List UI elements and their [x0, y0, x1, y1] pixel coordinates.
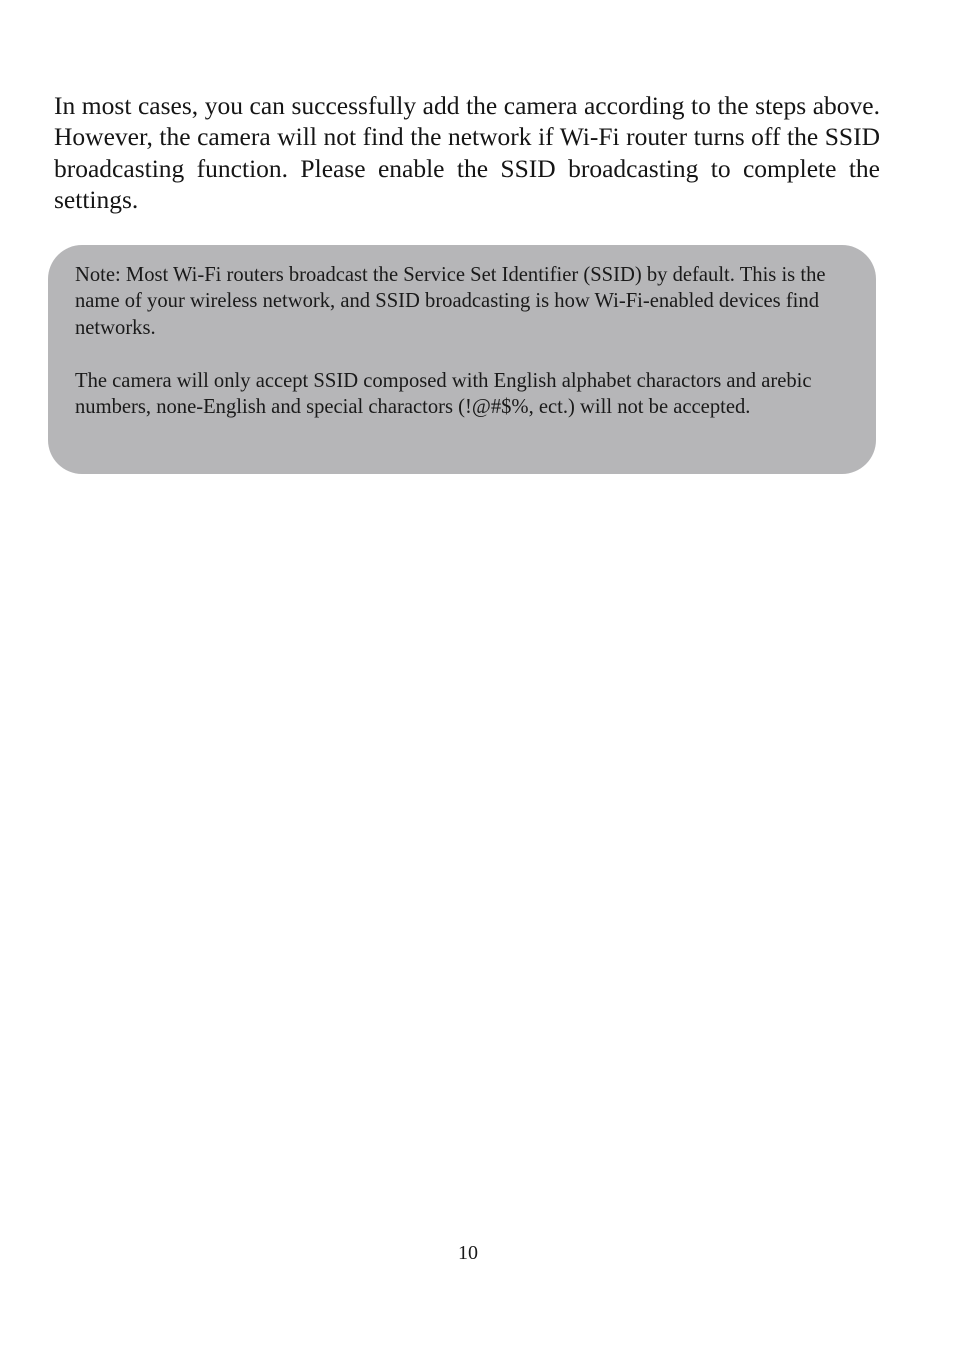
note-box — [48, 245, 876, 474]
note-paragraph-ssid-default: Note: Most Wi-Fi routers broadcast the Service Set Identifier (SSID) by default. This is the name of your wireless network, and SSID broadcasting is how Wi-Fi-enabled devices find networks. — [75, 264, 826, 339]
page-number: 10 — [458, 1242, 478, 1264]
note-paragraph-ssid-characters: The camera will only accept SSID composed with English alphabet charactors and arebic numbers, none-English and special charactors (!@#$%, ect.) will not be accepted. — [75, 369, 812, 419]
intro-paragraph: In most cases, you can successfully add the camera according to the steps above. However, the camera will not find the network if Wi-Fi router turns off the SSID broadcasting function. Please enable the SSID broadcasting to complete the settings. — [54, 91, 880, 214]
